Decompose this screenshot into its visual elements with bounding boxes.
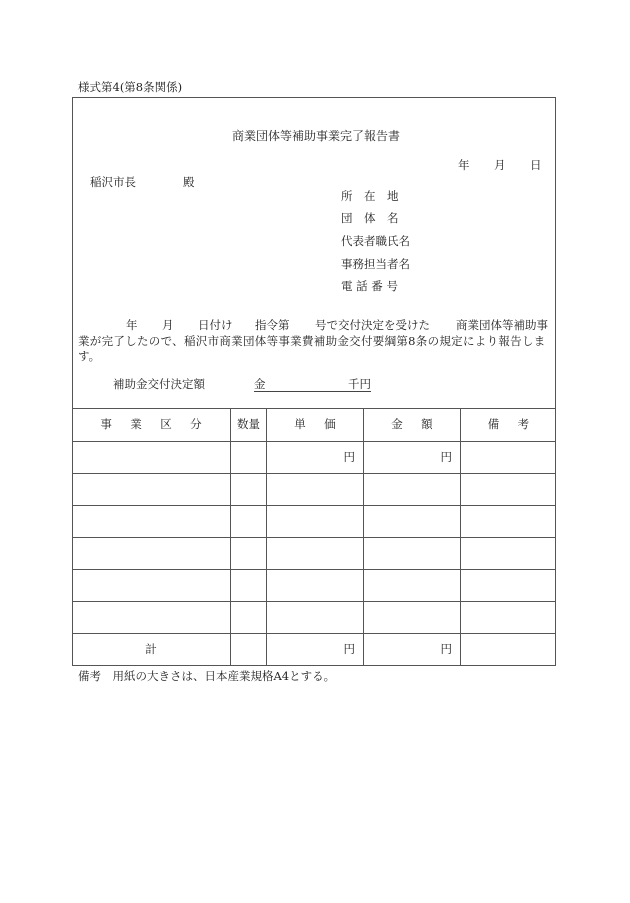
field-organization: 団 体 名 [341,211,399,225]
table-row-divider [72,473,556,474]
body-month: 月 [162,318,174,332]
table-row-divider [72,601,556,602]
date-year: 年 [458,158,470,172]
date-month: 月 [494,158,506,172]
header-business-category-label: 事業区分 [100,417,220,432]
header-remarks-label: 備考 [487,417,548,432]
header-unit-price-label: 単価 [294,417,355,432]
grant-label: 補助金交付決定額 [113,377,205,391]
header-quantity: 数量 [237,417,260,432]
row1-amount-yen: 円 [440,449,452,464]
field-representative: 代表者職氏名 [341,234,410,248]
field-phone: 電 話 番 号 [341,279,398,293]
document-title: 商業団体等補助事業完了報告書 [232,129,401,143]
header-amount [364,409,460,441]
body-program: 商業団体等補助事 [456,318,548,332]
header-business-category [72,409,230,441]
body-line3: す。 [78,349,101,363]
addressee-honorific: 殿 [183,175,195,189]
total-amount-yen: 円 [440,642,452,657]
total-label: 計 [145,642,157,657]
body-day: 日付け [198,318,233,332]
date-day: 日 [530,158,542,172]
row1-unit-price-yen: 円 [343,449,355,464]
body-line2: 業が完了したので、稲沢市商業団体等事業費補助金交付要綱第8条の規定により報告しま [78,334,546,348]
field-address: 所 在 地 [341,189,399,203]
form-number: 様式第4(第8条関係) [78,80,183,94]
header-amount-label: 金額 [391,417,452,432]
header-unit-price [267,409,363,441]
footnote: 備考 用紙の大きさは、日本産業規格A4とする。 [78,669,336,683]
table-column-divider [460,408,461,666]
header-remarks [461,409,556,441]
body-year: 年 [126,318,138,332]
table-column-divider [230,408,231,666]
body-order: 指令第 [255,318,290,332]
table-row-divider [72,505,556,506]
addressee-name: 稲沢市長 [90,175,136,189]
table-row-divider [72,537,556,538]
grant-underline [254,391,371,392]
grant-prefix: 金 [254,377,266,391]
grant-unit: 千円 [348,377,371,391]
table-row-divider [72,569,556,570]
body-text: 号で交付決定を受けた [315,318,430,332]
field-contact-person: 事務担当者名 [341,257,410,271]
total-unit-price-yen: 円 [343,642,355,657]
